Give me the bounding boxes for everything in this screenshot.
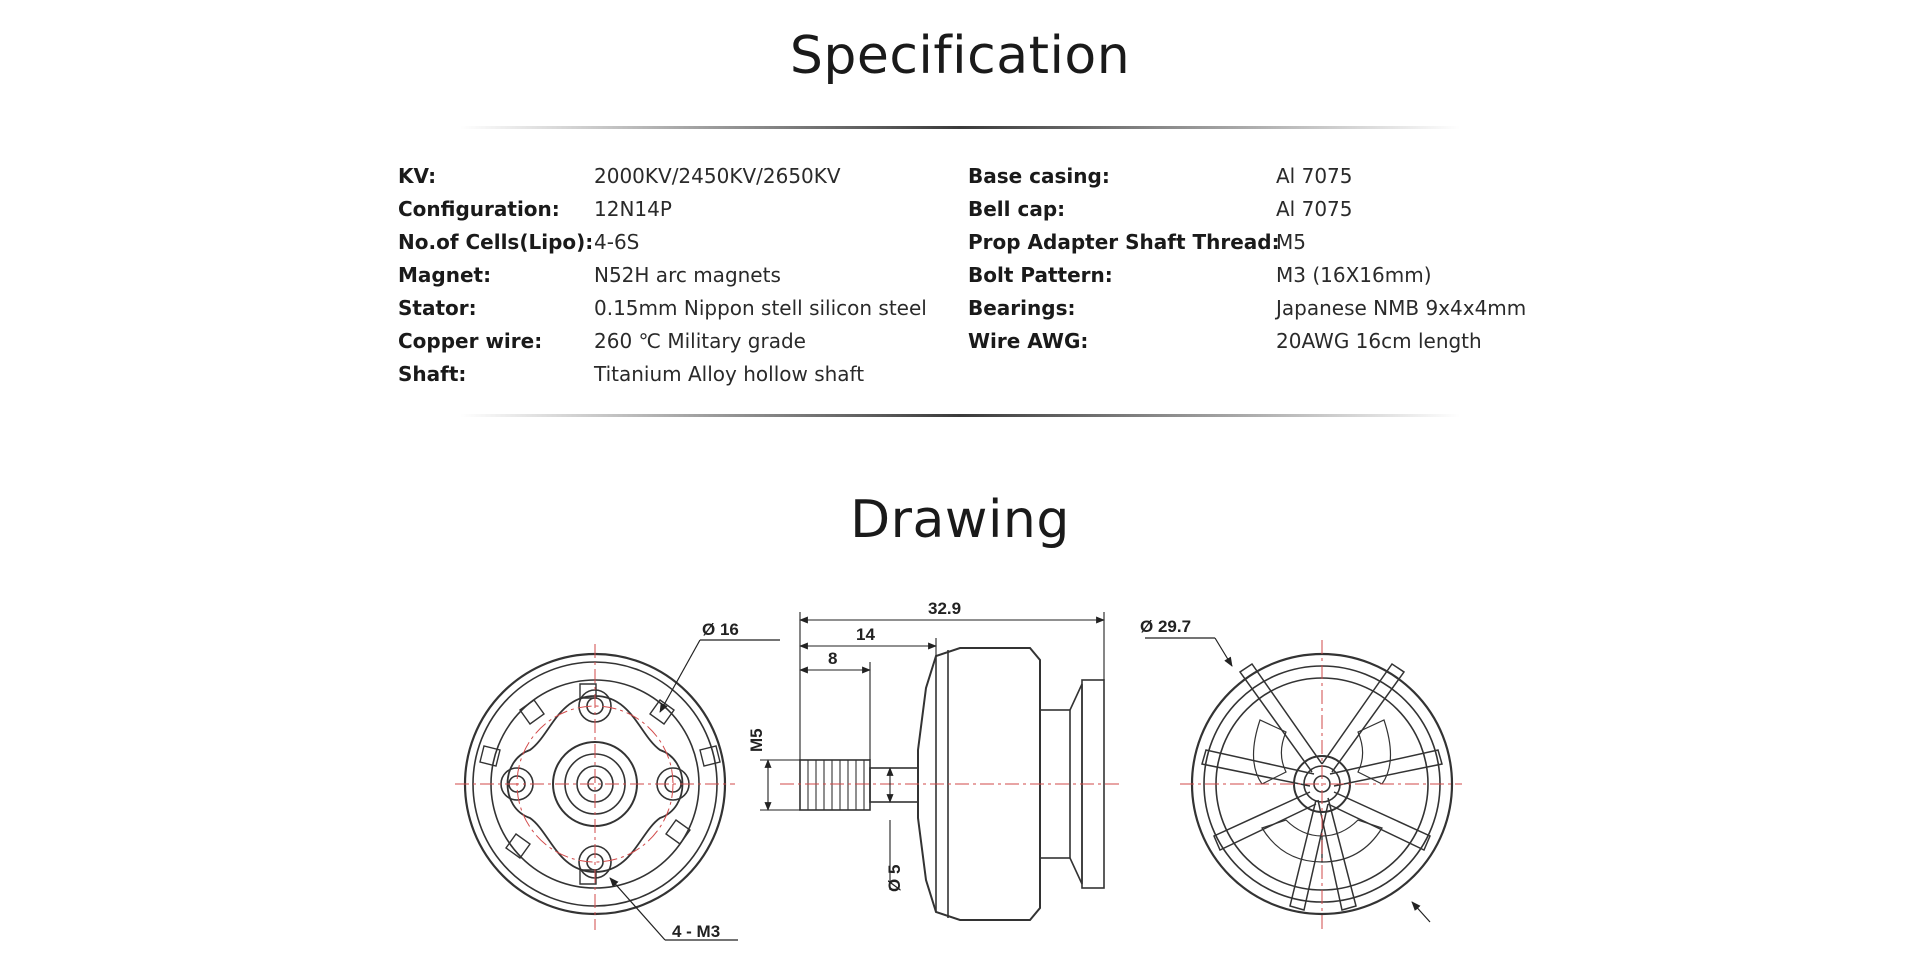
spec-value: N52H arc magnets (594, 263, 781, 287)
shaft-length-dimension: 14 (856, 625, 875, 644)
spec-label: Bolt Pattern: (968, 263, 1113, 287)
specification-title: Specification (789, 26, 1131, 86)
screws-dimension: 4 - M3 (672, 922, 721, 941)
thread-dimension: M5 (747, 728, 766, 752)
top-divider (460, 126, 1460, 129)
spec-value: 4-6S (594, 230, 640, 254)
spec-value: Al 7075 (1276, 197, 1353, 221)
total-length-dimension: 32.9 (928, 600, 962, 618)
spec-value: M5 (1276, 230, 1306, 254)
shaft-diameter-dimension: Ø 5 (885, 864, 904, 892)
spec-label: Magnet: (398, 263, 492, 287)
spec-label: No.of Cells(Lipo): (398, 230, 594, 254)
spec-value: 20AWG 16cm length (1276, 329, 1482, 353)
spec-value: Al 7075 (1276, 164, 1353, 188)
thread-length-dimension: 8 (828, 649, 838, 668)
spec-label: Configuration: (398, 197, 560, 221)
technical-drawing (0, 600, 1920, 956)
bottom-view-dimension-lines (610, 640, 780, 940)
spec-value: M3 (16X16mm) (1276, 263, 1432, 287)
side-view-dimension-lines (760, 612, 1104, 890)
spec-value: Titanium Alloy hollow shaft (594, 362, 865, 386)
top-view-dimension-lines (1145, 638, 1430, 922)
top-view-centerlines (1180, 640, 1462, 930)
spec-value: Japanese NMB 9x4x4mm (1276, 296, 1527, 320)
bottom-divider (460, 414, 1460, 417)
spec-value: 0.15mm Nippon stell silicon steel (594, 296, 927, 320)
spec-label: Copper wire: (398, 329, 543, 353)
spec-label: Wire AWG: (968, 329, 1089, 353)
spec-label: Stator: (398, 296, 477, 320)
spec-label: Bell cap: (968, 197, 1066, 221)
spec-label: Shaft: (398, 362, 467, 386)
bell-diameter-dimension: Ø 29.7 (1140, 617, 1192, 636)
bolt-circle-dimension: Ø 16 (702, 620, 739, 639)
spec-label: Bearings: (968, 296, 1076, 320)
spec-value: 260 ℃ Military grade (594, 329, 806, 353)
spec-value: 12N14P (594, 197, 672, 221)
drawing-title: Drawing (850, 490, 1070, 550)
spec-label: Prop Adapter Shaft Thread: (968, 230, 1280, 254)
spec-value: 2000KV/2450KV/2650KV (594, 164, 841, 188)
spec-label: Base casing: (968, 164, 1110, 188)
bottom-view-centerlines (455, 644, 735, 930)
spec-label: KV: (398, 164, 437, 188)
